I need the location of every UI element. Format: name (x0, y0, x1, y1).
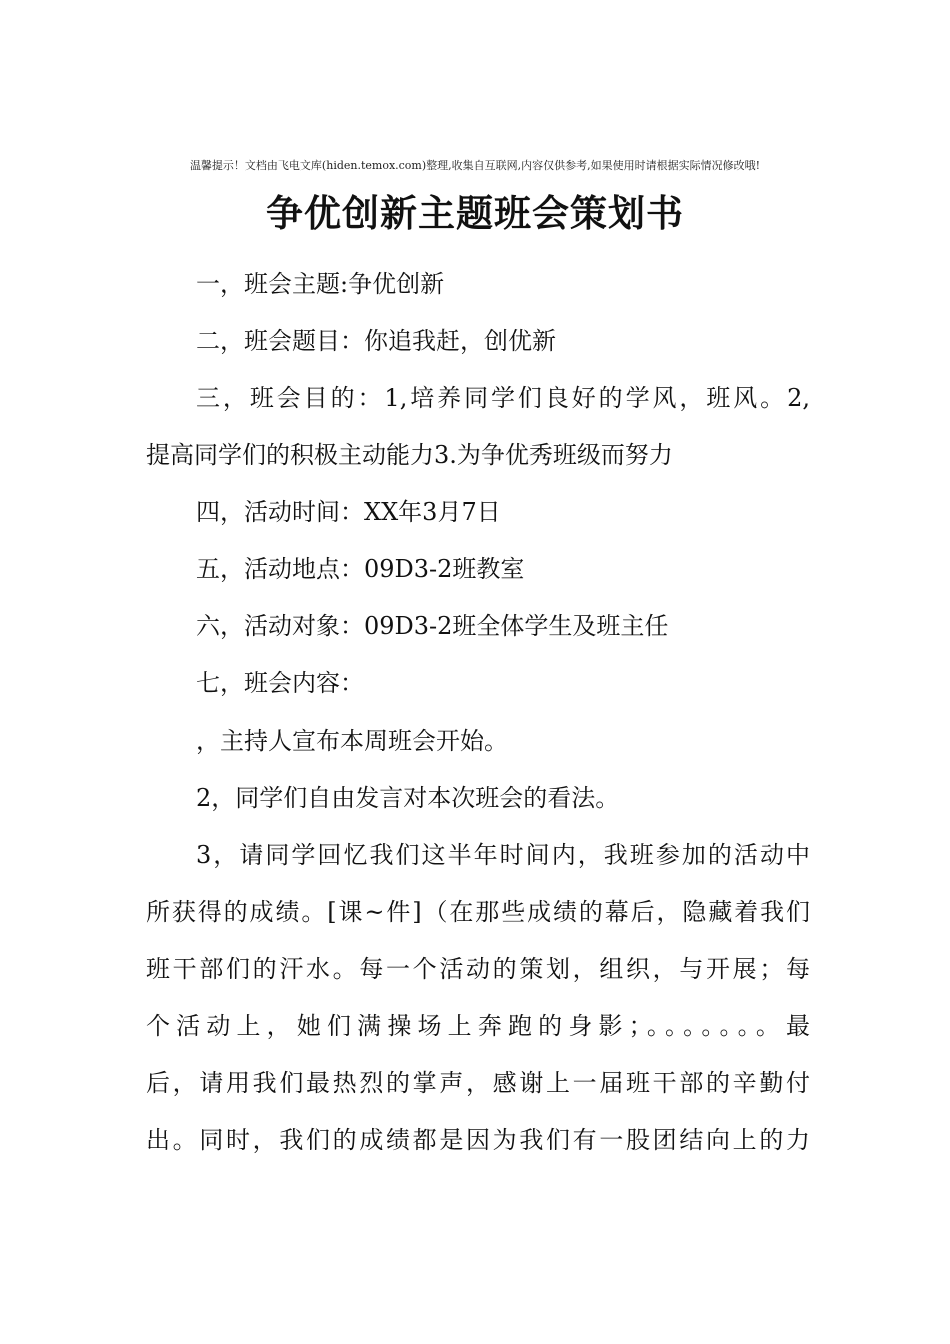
body-line: ，主持人宣布本周班会开始。 (196, 727, 508, 755)
body-line: 3，请同学回忆我们这半年时间内，我班参加的活动中 (196, 841, 810, 869)
body-line: 个活动上，她们满操场上奔跑的身影；。。。。。。。最 (146, 1012, 810, 1040)
body-line: 2，同学们自由发言对本次班会的看法。 (196, 784, 620, 812)
body-line: 三，班会目的：1,培养同学们良好的学风，班风。2, (196, 384, 810, 412)
body-line: 五，活动地点：09D3-2班教室 (196, 555, 525, 583)
body-line: 提高同学们的积极主动能力3.为争优秀班级而努力 (146, 441, 673, 469)
body-line: 四，活动时间：XX年3月7日 (196, 498, 501, 526)
body-line: 七，班会内容： (196, 669, 364, 697)
body-line: 二，班会题目：你追我赶，创优新 (196, 327, 556, 355)
body-line: 六，活动对象：09D3-2班全体学生及班主任 (196, 612, 669, 640)
header-notice: 温馨提示！文档由飞电文库(hiden.temox.com)整理,收集自互联网,内容仅供参考,如果使用时请根据实际情况修改哦! (189, 159, 761, 172)
body-line: 出。同时，我们的成绩都是因为我们有一股团结向上的力 (146, 1126, 810, 1154)
body-line: 一，班会主题:争优创新 (196, 270, 445, 298)
document-title: 争优创新主题班会策划书 (266, 191, 684, 235)
body-line: 后，请用我们最热烈的掌声，感谢上一届班干部的辛勤付 (146, 1069, 810, 1097)
body-line: 班干部们的汗水。每一个活动的策划，组织，与开展；每 (146, 955, 810, 983)
body-line: 所获得的成绩。[课~件]（在那些成绩的幕后，隐藏着我们 (146, 898, 810, 926)
